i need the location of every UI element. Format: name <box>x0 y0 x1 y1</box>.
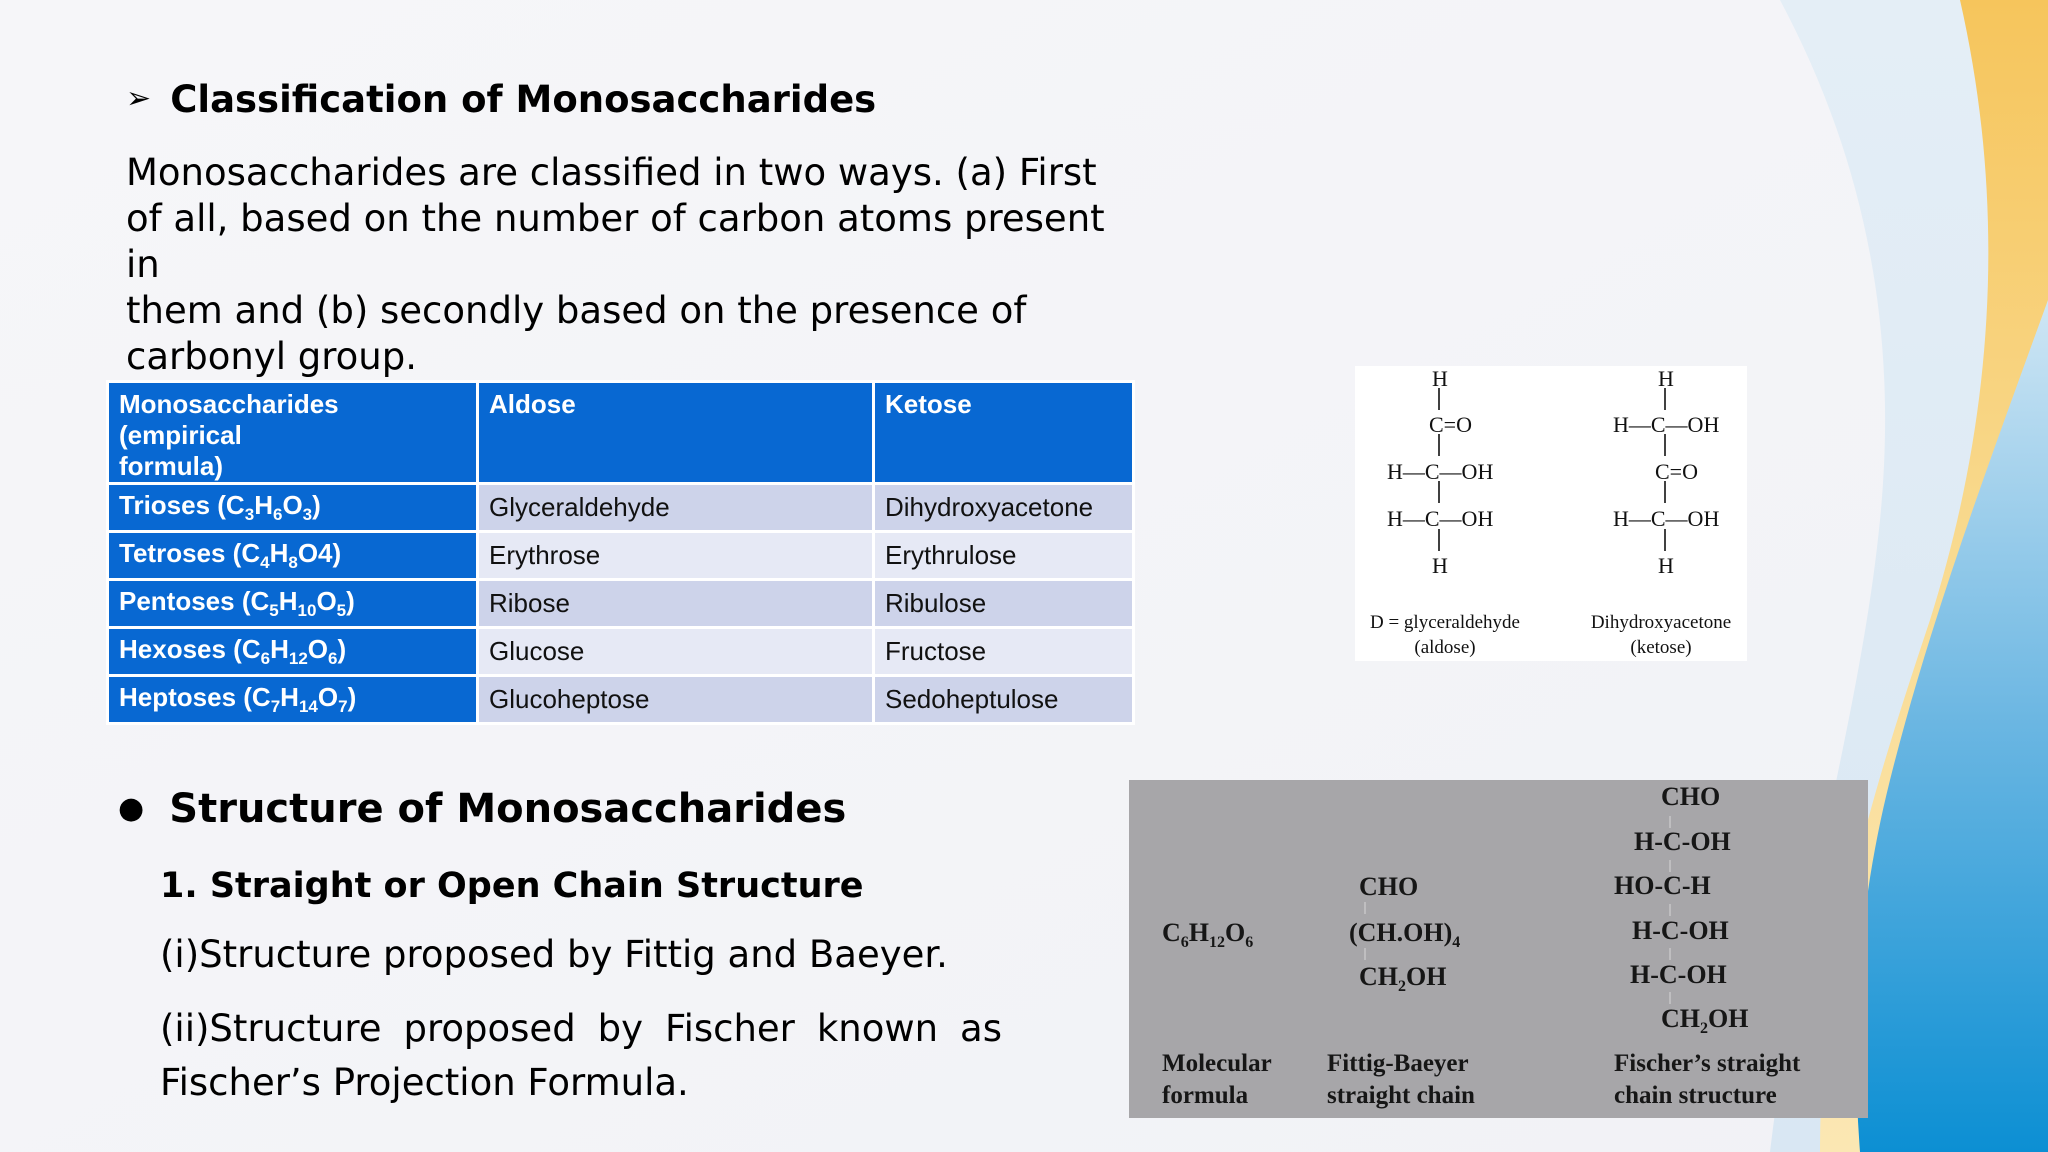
structure-atom: H—C—OH <box>1613 506 1720 531</box>
table-row <box>108 676 1134 724</box>
fischer-atom: H-C-OH <box>1634 827 1731 856</box>
paragraph-line: carbonyl group. <box>126 335 417 378</box>
header-cell-aldose: Aldose <box>478 382 874 484</box>
glucose-structures-figure <box>1129 780 1868 1118</box>
aldose-cell: Glucoheptose <box>478 676 874 724</box>
row-label-heptoses: Heptoses $(C_7H_{14}O_7)$ <box>108 676 478 724</box>
paragraph-line: of all, based on the number of carbon atoms present in <box>126 197 1105 286</box>
structure-atom: H <box>1432 553 1448 578</box>
glyceraldehyde-caption: D = glyceraldehyde (aldose) <box>1370 612 1520 658</box>
fischer-atom: H-C-OH <box>1632 916 1729 945</box>
ketose-cell: Erythrulose <box>874 532 1134 580</box>
fischer-item-line2: Fischer’s Projection Formula. <box>160 1061 689 1104</box>
bullet-dot-icon: ● <box>118 791 145 826</box>
fischer-atom: CHO <box>1661 782 1721 811</box>
paragraph-line: them and (b) secondly based on the presence of <box>126 289 1027 332</box>
structure-atom: C=O <box>1655 459 1698 484</box>
aldose-cell: Ribose <box>478 580 874 628</box>
header-cell-formula: Monosaccharides (empirical formula) <box>108 382 478 484</box>
ketose-cell: Fructose <box>874 628 1134 676</box>
molecular-formula-caption: Molecular formula <box>1162 1050 1272 1109</box>
fittig-choh: $(CH.OH)_4$ <box>1349 918 1461 952</box>
ketose-cell: Sedoheptulose <box>874 676 1134 724</box>
table-row <box>108 580 1134 628</box>
structure-atom: H <box>1432 366 1448 391</box>
table-row <box>108 484 1134 532</box>
dihydroxyacetone-caption: Dihydroxyacetone (ketose) <box>1590 612 1732 658</box>
row-label-tetroses: Tetroses $(C_4H_8O4)$ <box>108 532 478 580</box>
fischer-caption: Fischer’s straight chain structure <box>1614 1050 1801 1109</box>
structure-atom: H—C—OH <box>1387 506 1494 531</box>
fittig-ch2oh: $CH_2OH$ <box>1359 962 1447 996</box>
fittig-cho: CHO <box>1359 872 1419 901</box>
header-cell-ketose: Ketose <box>874 382 1134 484</box>
table-row <box>108 532 1134 580</box>
row-label-pentoses: Pentoses $(C_5H_{10}O_5)$ <box>108 580 478 628</box>
aldose-cell: Erythrose <box>478 532 874 580</box>
open-chain-subheading: 1. Straight or Open Chain Structure <box>160 866 864 906</box>
paragraph-line: Monosaccharides are classified in two ways. (a) First <box>126 151 1097 194</box>
fischer-atom: HO-C-H <box>1614 871 1711 900</box>
aldose-cell: Glyceraldehyde <box>478 484 874 532</box>
classification-heading: Classification of Monosaccharides <box>170 78 877 121</box>
fischer-ch2oh: $CH_2OH$ <box>1661 1004 1749 1038</box>
fischer-item-line1: (ii)Structure proposed by Fischer known as <box>160 1007 1002 1050</box>
table-header-row <box>108 382 1134 484</box>
classification-paragraph <box>126 150 1126 380</box>
fittig-baeyer-caption: Fittig-Baeyer straight chain <box>1327 1050 1475 1109</box>
structure-atom: H <box>1658 553 1674 578</box>
table-row <box>108 628 1134 676</box>
aldose-cell: Glucose <box>478 628 874 676</box>
structure-atom: H—C—OH <box>1613 412 1720 437</box>
row-label-trioses: Trioses $(C_3H_6O_3)$ <box>108 484 478 532</box>
structure-atom: H—C—OH <box>1387 459 1494 484</box>
ketose-cell: Ribulose <box>874 580 1134 628</box>
triose-structures-figure <box>1355 366 1747 661</box>
monosaccharide-table <box>106 380 1135 725</box>
molecular-formula: $C_6H_{12}O_6$ <box>1162 918 1254 952</box>
structure-section-header <box>118 786 846 832</box>
structure-atom: H <box>1658 366 1674 391</box>
classification-section-header <box>126 78 876 121</box>
structure-atom: C=O <box>1429 412 1472 437</box>
row-label-hexoses: Hexoses $(C_6H_{12}O_6)$ <box>108 628 478 676</box>
fittig-baeyer-item: (i)Structure proposed by Fittig and Baeyer. <box>160 933 948 976</box>
ketose-cell: Dihydroxyacetone <box>874 484 1134 532</box>
structure-heading: Structure of Monosaccharides <box>169 786 847 832</box>
arrow-bullet-icon: ➢ <box>126 81 152 116</box>
fischer-atom: H-C-OH <box>1630 960 1727 989</box>
